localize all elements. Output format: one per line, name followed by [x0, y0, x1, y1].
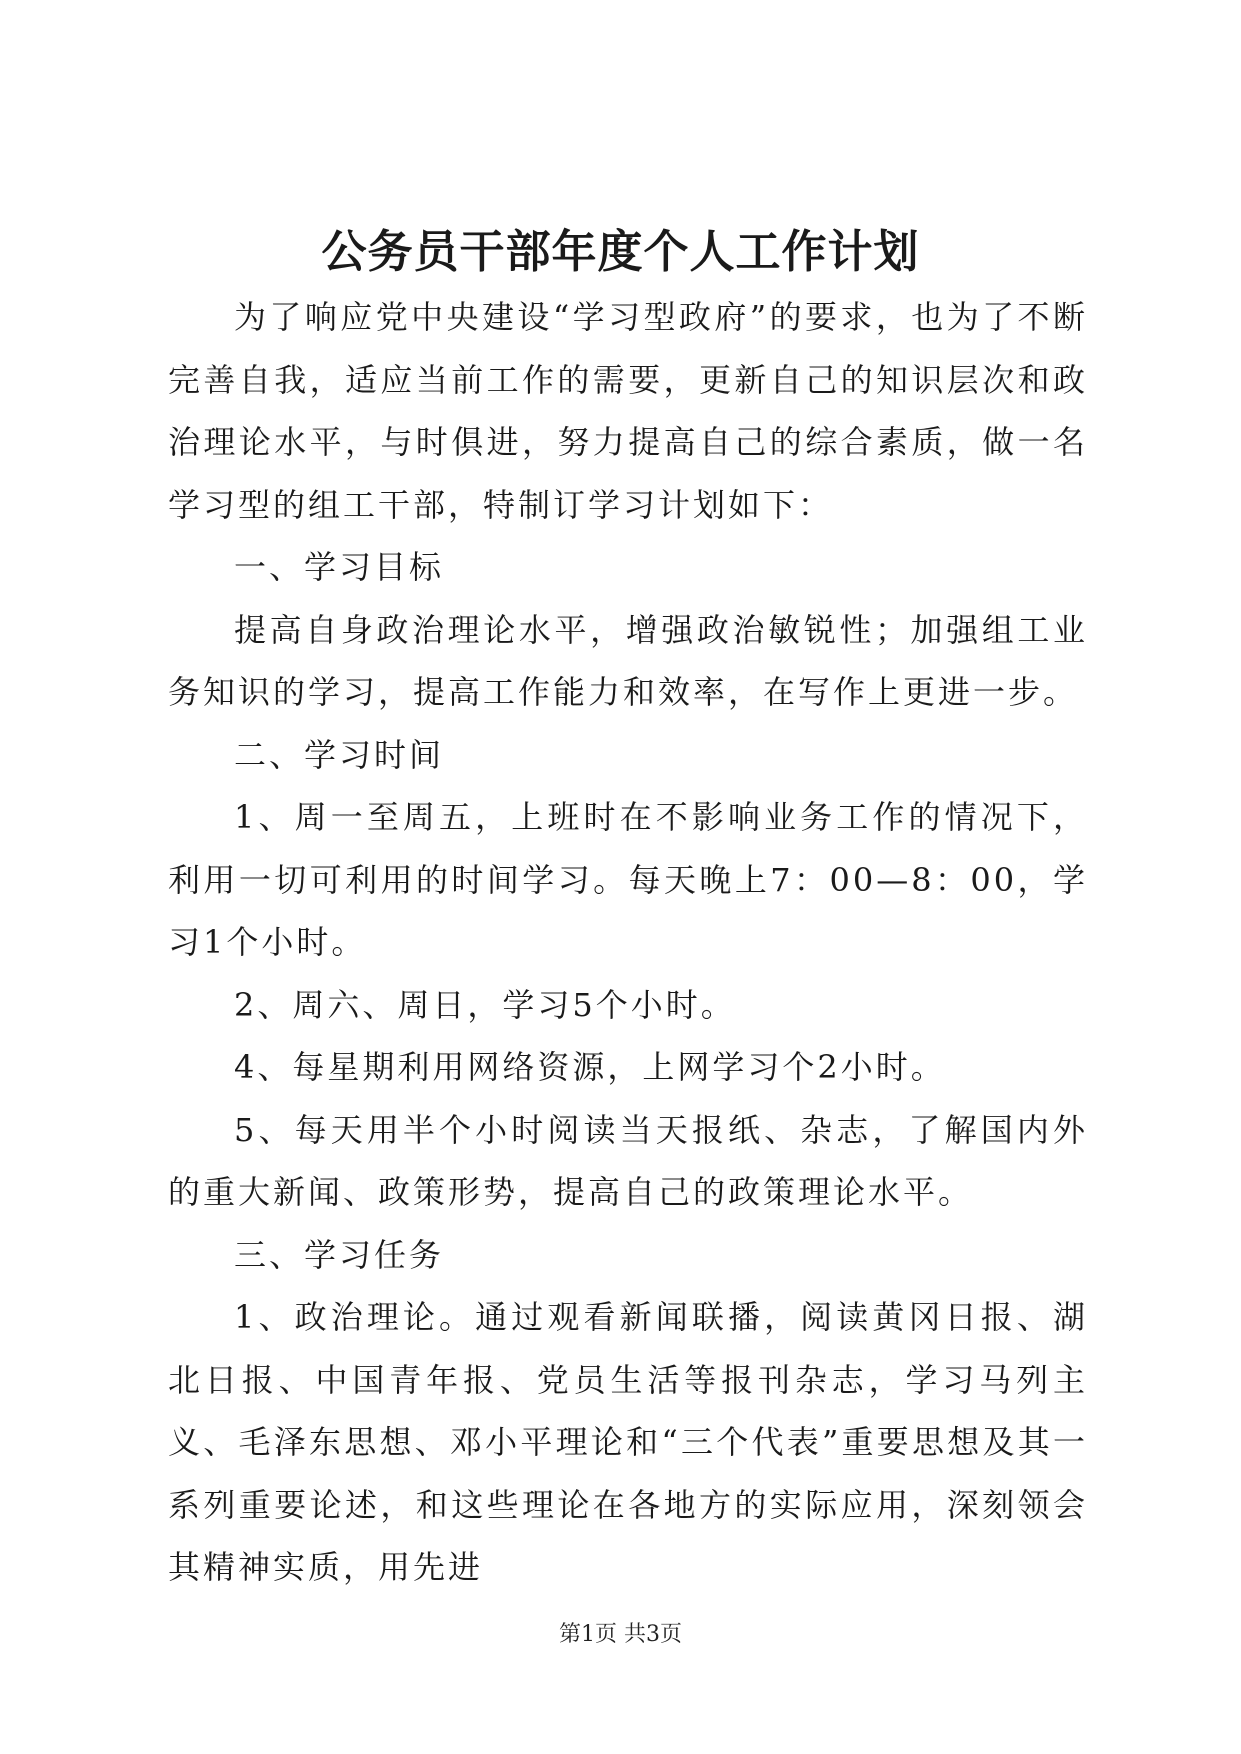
paragraph-goals: 提高自身政治理论水平，增强政治敏锐性；加强组工业务知识的学习，提高工作能力和效率，在写作上更进一步。 — [168, 610, 1088, 711]
paragraph-time-weekdays: 1、周一至周五，上班时在不影响业务工作的情况下，利用一切可利用的时间学习。每天晚上7：00—8：00，学习1个小时。 — [168, 798, 1088, 961]
page-number: 第1页 共3页 — [559, 1622, 682, 1647]
document-body — [168, 286, 1088, 1599]
section-heading-time: 二、学习时间 — [234, 735, 445, 774]
paragraph-time-online: 4、每星期利用网络资源，上网学习个2小时。 — [234, 1048, 946, 1086]
paragraph-time-weekend: 2、周六、周日，学习5个小时。 — [234, 985, 736, 1024]
document-title: 公务员干部年度个人工作计划 — [321, 225, 920, 278]
paragraph-intro: 为了响应党中央建设“学习型政府”的要求，也为了不断完善自我，适应当前工作的需要，更新自己的知识层次和政治理论水平，与时俱进，努力提高自己的综合素质，做一名学习型的组工干部，特制订学习计划如下： — [168, 298, 1088, 524]
paragraph-tasks-politics: 1、政治理论。通过观看新闻联播，阅读黄冈日报、湖北日报、中国青年报、党员生活等报刊杂志，学习马列主义、毛泽东思想、邓小平理论和“三个代表”重要思想及其一系列重要论述，和这些理论在各地方的实际应用，深刻领会其精神实质，用先进 — [168, 1298, 1088, 1586]
section-heading-goals: 一、学习目标 — [234, 548, 445, 586]
section-heading-tasks: 三、学习任务 — [234, 1235, 445, 1274]
paragraph-time-reading: 5、每天用半个小时阅读当天报纸、杂志，了解国内外的重大新闻、政策形势，提高自己的政策理论水平。 — [168, 1110, 1088, 1211]
